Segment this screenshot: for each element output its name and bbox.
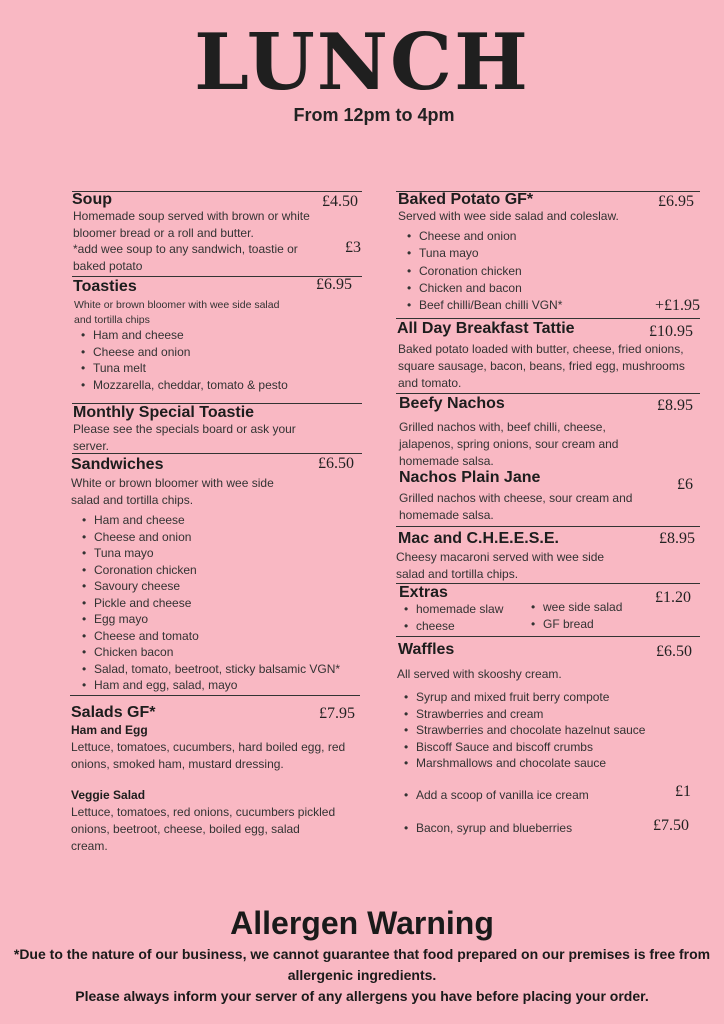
soup-description: Homemade soup served with brown or white bloomer bread or a roll and butter. [73,209,310,240]
nachos-plain-jane-description: Grilled nachos with cheese, sour cream and homemade salsa. [399,491,633,522]
list-item: • Chicken and bacon [405,280,562,297]
list-item: • Add a scoop of vanilla ice cream [402,787,589,804]
list-item: • Strawberries and chocolate hazelnut sauce [402,722,645,739]
divider [70,695,360,696]
list-item: • Beef chilli/Bean chilli VGN* [405,297,562,314]
salads-price: £7.95 [319,705,355,722]
waffles-addon-2-price: £7.50 [653,817,689,834]
waffles-description: All served with skooshy cream. [397,667,562,681]
breakfast-tattie-price: £10.95 [649,323,693,340]
monthly-special-heading: Monthly Special Toastie [73,404,255,421]
list-item: • Ham and cheese [80,512,340,529]
toasties-list [79,327,288,393]
list-item: • Tuna mayo [405,245,562,262]
list-item: • Strawberries and cream [402,706,645,723]
sandwiches-description: White or brown bloomer with wee side salad and tortilla chips. [71,476,274,507]
toasties-price: £6.95 [316,276,352,293]
list-item: • cheese [402,618,503,635]
baked-potato-price: £6.95 [658,193,694,210]
allergen-warning-text [0,944,724,1007]
sandwiches-list [80,512,340,694]
waffles-addon-2 [402,820,572,837]
baked-potato-list [405,228,562,314]
ham-egg-salad-description: Lettuce, tomatoes, cucumbers, hard boiled egg, red onions, smoked ham, mustard dressing. [71,740,346,771]
veggie-salad-description: Lettuce, tomatoes, red onions, cucumbers pickled onions, beetroot, cheese, boiled egg, salad cream. [71,805,336,853]
sandwiches-heading: Sandwiches [71,456,164,473]
veggie-salad-heading: Veggie Salad [71,788,146,802]
list-item: • Marshmallows and chocolate sauce [402,755,645,772]
sandwiches-price: £6.50 [318,455,354,472]
toasties-description: White or brown bloomer with wee side salad and tortilla chips [74,299,280,326]
list-item: • Cheese and onion [79,344,288,361]
list-item: • Bacon, syrup and blueberries [402,820,572,837]
mac-cheese-heading: Mac and C.H.E.E.S.E. [398,530,559,547]
soup-heading: Soup [72,191,112,208]
ham-egg-salad-heading: Ham and Egg [71,723,148,737]
list-item: • homemade slaw [402,601,503,618]
nachos-plain-jane-price: £6 [677,476,693,493]
beefy-nachos-price: £8.95 [657,397,693,414]
extras-heading: Extras [399,584,448,601]
list-item: • Ham and egg, salad, mayo [80,677,340,694]
list-item: • Cheese and onion [80,529,340,546]
extras-list-2 [529,599,622,632]
list-item: • Savoury cheese [80,578,340,595]
baked-potato-extra-price: +£1.95 [655,297,701,314]
list-item: • Cheese and tomato [80,628,340,645]
divider [396,393,700,394]
breakfast-tattie-description: Baked potato loaded with butter, cheese, fried onions, square sausage, bacon, beans, fried egg, mushrooms and tomato. [398,342,685,390]
list-item: • Coronation chicken [80,562,340,579]
allergen-line-1: *Due to the nature of our business, we cannot guarantee that food prepared on our premises is free from allergenic ingredients. [13,946,711,983]
list-item: • Tuna mayo [80,545,340,562]
divider [72,191,362,192]
toasties-heading: Toasties [73,278,137,295]
extras-list-1 [402,601,503,634]
serving-hours: From 12pm to 4pm [293,105,455,125]
soup-addon-note: *add wee soup to any sandwich, toastie or baked potato [73,242,298,273]
nachos-plain-jane-heading: Nachos Plain Jane [399,469,541,486]
breakfast-tattie-heading: All Day Breakfast Tattie [397,320,575,337]
extras-price: £1.20 [655,589,691,606]
divider [396,318,700,319]
beefy-nachos-heading: Beefy Nachos [399,395,505,412]
soup-price: £4.50 [322,193,358,210]
list-item: • Salad, tomato, beetroot, sticky balsamic VGN* [80,661,340,678]
waffles-addon-1 [402,787,589,804]
list-item: • Syrup and mixed fruit berry compote [402,689,645,706]
baked-potato-heading: Baked Potato GF* [398,191,534,208]
waffles-price: £6.50 [656,643,692,660]
divider [396,636,700,637]
allergen-warning-title: Allergen Warning [230,905,494,941]
list-item: • Chicken bacon [80,644,340,661]
mac-cheese-price: £8.95 [659,530,695,547]
list-item: • Mozzarella, cheddar, tomato & pesto [79,377,288,394]
beefy-nachos-description: Grilled nachos with, beef chilli, cheese, jalapenos, spring onions, sour cream and homemade salsa. [399,420,619,468]
divider [396,526,700,527]
list-item: • wee side salad [529,599,622,616]
salads-heading: Salads GF* [71,704,156,721]
allergen-line-2: Please always inform your server of any allergens you have before placing your order. [75,988,649,1004]
list-item: • Cheese and onion [405,228,562,245]
list-item: • Egg mayo [80,611,340,628]
waffles-list [402,689,645,772]
mac-cheese-description: Cheesy macaroni served with wee side salad and tortilla chips. [396,550,605,581]
list-item: • GF bread [529,616,622,633]
list-item: • Pickle and cheese [80,595,340,612]
monthly-special-description: Please see the specials board or ask your server. [73,422,296,453]
menu-title: LUNCH [194,17,530,108]
list-item: • Ham and cheese [79,327,288,344]
baked-potato-description: Served with wee side salad and coleslaw. [398,209,619,223]
list-item: • Biscoff Sauce and biscoff crumbs [402,739,645,756]
list-item: • Coronation chicken [405,263,562,280]
waffles-heading: Waffles [398,641,455,658]
waffles-addon-1-price: £1 [675,783,691,800]
divider [72,453,362,454]
soup-addon-price: £3 [345,239,361,256]
list-item: • Tuna melt [79,360,288,377]
